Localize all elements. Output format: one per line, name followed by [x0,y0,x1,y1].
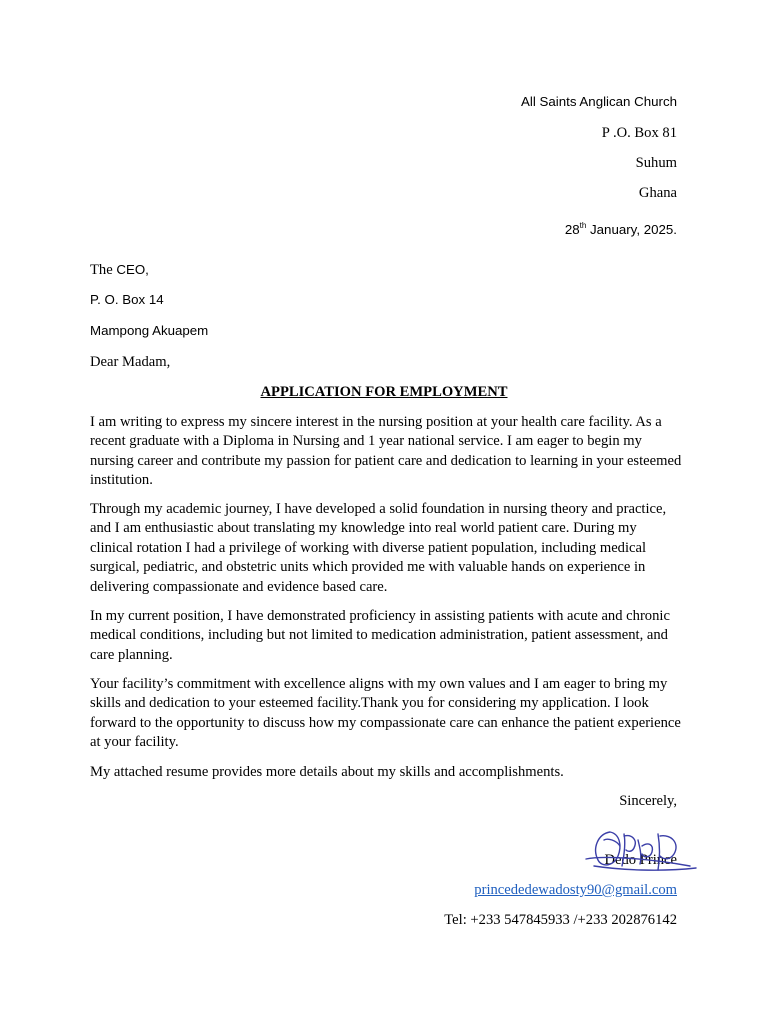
handwritten-signature [580,826,700,876]
closing: Sincerely, [619,793,677,809]
recipient-title [90,261,149,279]
paragraph-4: Your facility’s commitment with excellence aligns with my own values and I am eager to bring my skills and dedication to your esteemed facility.Thank you for considering my application. I look forward to the opportunity to discuss how my compassionate care can enhance the patient experience at your facility. [90,676,681,751]
phone-numbers: Tel: +233 547845933 /+233 202876142 [444,912,677,928]
date-rest: January, 2025. [586,222,677,237]
salutation: Dear Madam, [90,354,171,370]
recipient-box: P. O. Box 14 [90,292,164,307]
paragraph-1: I am writing to express my sincere interest in the nursing position at your health care facility. As a recent graduate with a Diploma in Nursing and 1 year national service. I am eager to begin my nursing career and contribute my passion for patient care and dedication to learning in your esteemed institution. [90,414,682,489]
paragraph-5: My attached resume provides more details about my skills and accomplishments. [90,764,564,780]
subject-heading: APPLICATION FOR EMPLOYMENT [260,384,508,400]
sender-box: P .O. Box 81 [601,125,677,141]
recipient-title-a: The [90,262,117,278]
sender-town: Suhum [635,155,677,171]
date-suffix: th [579,221,587,230]
letter-date [565,221,677,239]
paragraph-3: In my current position, I have demonstrated proficiency in assisting patients with acute and chronic medical conditions, including but not limited to medication administration, patient assessment, and care planning. [90,608,670,663]
sender-country: Ghana [638,185,677,201]
email-link[interactable]: princededewadosty90@gmail.com [474,882,677,898]
signer-name: Dedo Prince [604,852,677,868]
date-day: 28 [564,222,580,237]
paragraph-2: Through my academic journey, I have developed a solid foundation in nursing theory and practice, and I am enthusiastic about translating my knowledge into real world patient care. During my clinical rotation I had a privilege of working with diverse patient population, including medical surgical, pediatric, and obstetric units which provided me with valuable hands on experience in delivering compassionate and evidence based care. [90,501,667,595]
recipient-town: Mampong Akuapem [90,323,209,338]
sender-org: All Saints Anglican Church [521,94,677,109]
recipient-title-b: CEO, [116,262,149,277]
